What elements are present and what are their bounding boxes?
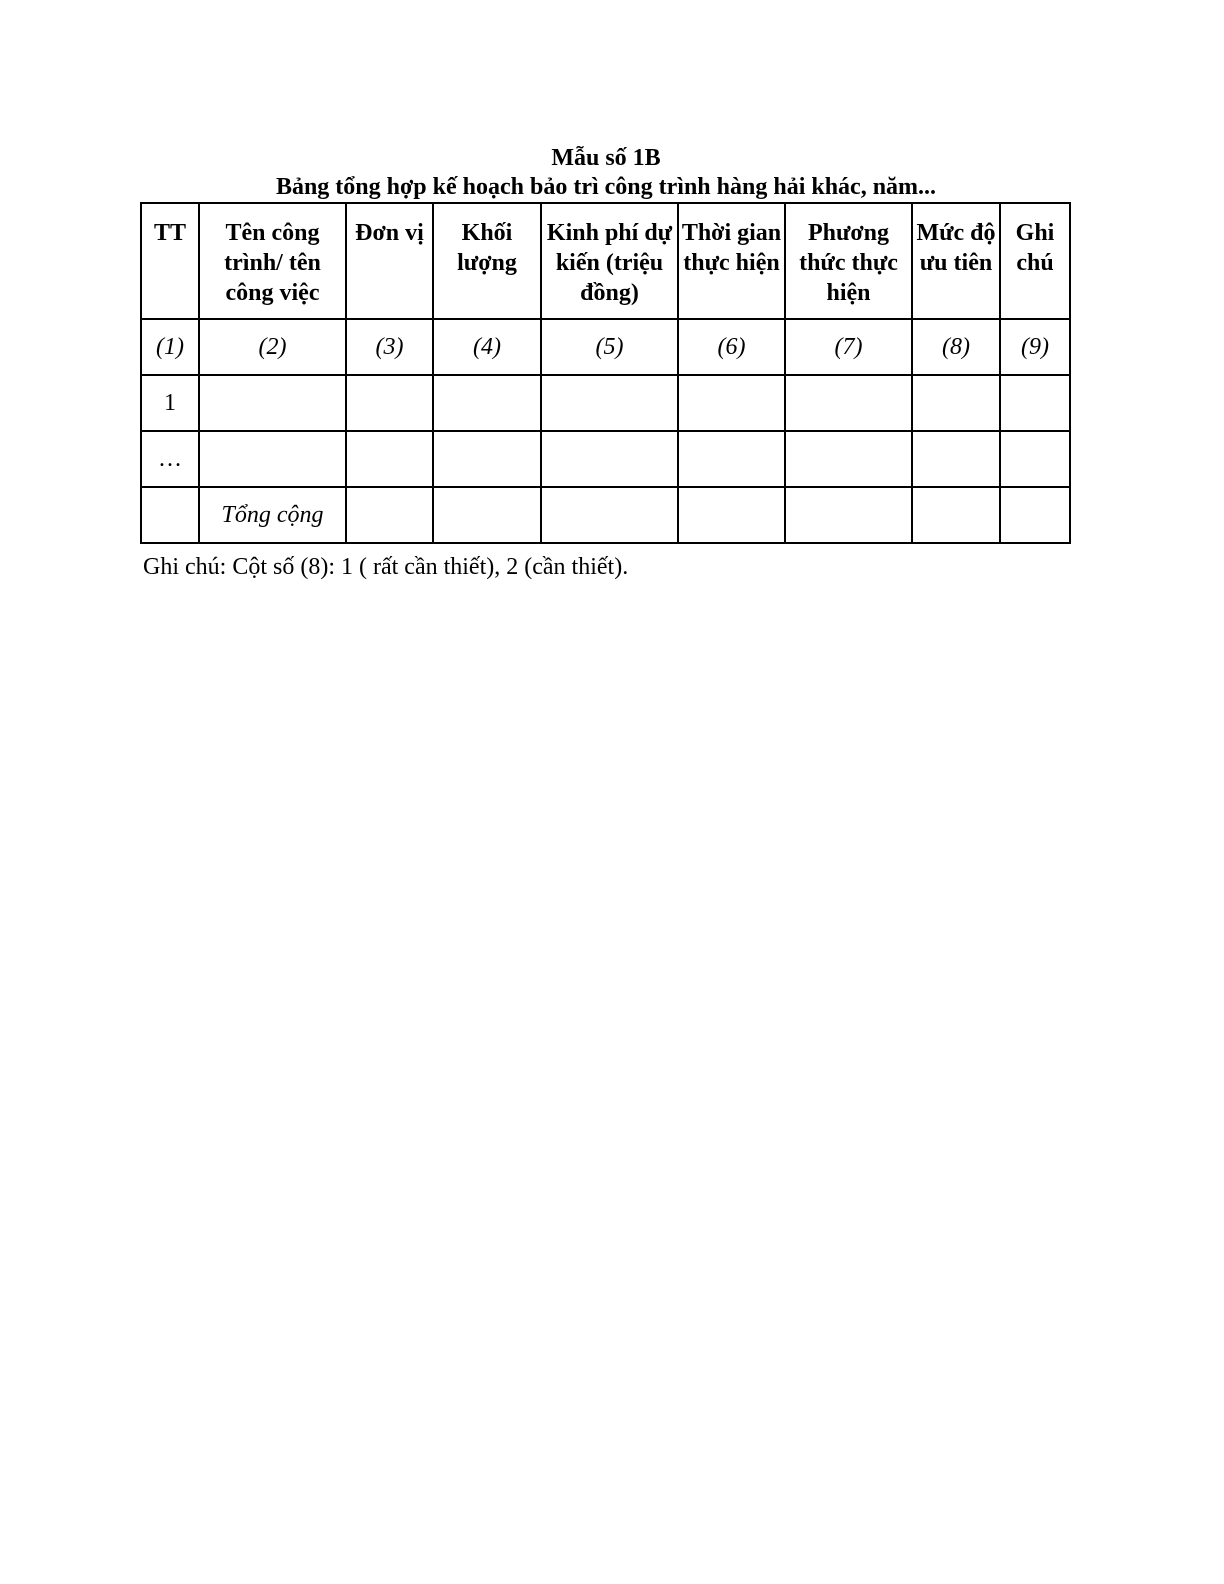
table-cell xyxy=(678,487,785,543)
table-cell xyxy=(678,431,785,487)
header-ten-cong-trinh: Tên công trình/ tên công việc xyxy=(199,203,346,319)
table-cell xyxy=(1000,431,1070,487)
table-cell xyxy=(912,487,1000,543)
column-number: (5) xyxy=(541,319,678,375)
document-title: Bảng tổng hợp kế hoạch bảo trì công trình hàng hải khác, năm... xyxy=(275,174,937,200)
table-cell xyxy=(541,375,678,431)
header-don-vi: Đơn vị xyxy=(346,203,433,319)
table-cell xyxy=(678,375,785,431)
table-row xyxy=(141,431,1070,487)
column-number: (9) xyxy=(1000,319,1070,375)
header-khoi-luong: Khối lượng xyxy=(433,203,541,319)
header-tt: TT xyxy=(141,203,199,319)
table-cell xyxy=(346,431,433,487)
footnote: Ghi chú: Cột số (8): 1 ( rất cần thiết), 2 (cần thiết). xyxy=(143,554,629,580)
column-number: (3) xyxy=(346,319,433,375)
column-number: (4) xyxy=(433,319,541,375)
maintenance-plan-table xyxy=(140,202,1071,544)
table-cell xyxy=(785,487,912,543)
form-code: Mẫu số 1B xyxy=(551,145,661,171)
column-number: (1) xyxy=(141,319,199,375)
table-cell xyxy=(433,431,541,487)
table-cell xyxy=(433,487,541,543)
table-cell xyxy=(199,375,346,431)
column-number-row xyxy=(141,319,1070,375)
header-phuong-thuc: Phương thức thực hiện xyxy=(785,203,912,319)
header-muc-do-uu-tien: Mức độ ưu tiên xyxy=(912,203,1000,319)
column-number: (7) xyxy=(785,319,912,375)
table-cell xyxy=(541,487,678,543)
column-number: (6) xyxy=(678,319,785,375)
table-cell xyxy=(785,375,912,431)
column-number: (8) xyxy=(912,319,1000,375)
column-number: (2) xyxy=(199,319,346,375)
table-cell xyxy=(346,375,433,431)
table-cell xyxy=(433,375,541,431)
header-row xyxy=(141,203,1070,319)
total-label: Tổng cộng xyxy=(199,487,346,543)
table-cell xyxy=(1000,487,1070,543)
header-thoi-gian: Thời gian thực hiện xyxy=(678,203,785,319)
header-kinh-phi: Kinh phí dự kiến (triệu đồng) xyxy=(541,203,678,319)
header-ghi-chu: Ghi chú xyxy=(1000,203,1070,319)
total-row xyxy=(141,487,1070,543)
table-cell xyxy=(912,431,1000,487)
table-cell xyxy=(141,487,199,543)
table-cell xyxy=(912,375,1000,431)
table-cell xyxy=(199,431,346,487)
table-cell: … xyxy=(141,431,199,487)
table-cell: 1 xyxy=(141,375,199,431)
table-cell xyxy=(541,431,678,487)
table-cell xyxy=(1000,375,1070,431)
table-cell xyxy=(785,431,912,487)
table-row xyxy=(141,375,1070,431)
table-cell xyxy=(346,487,433,543)
